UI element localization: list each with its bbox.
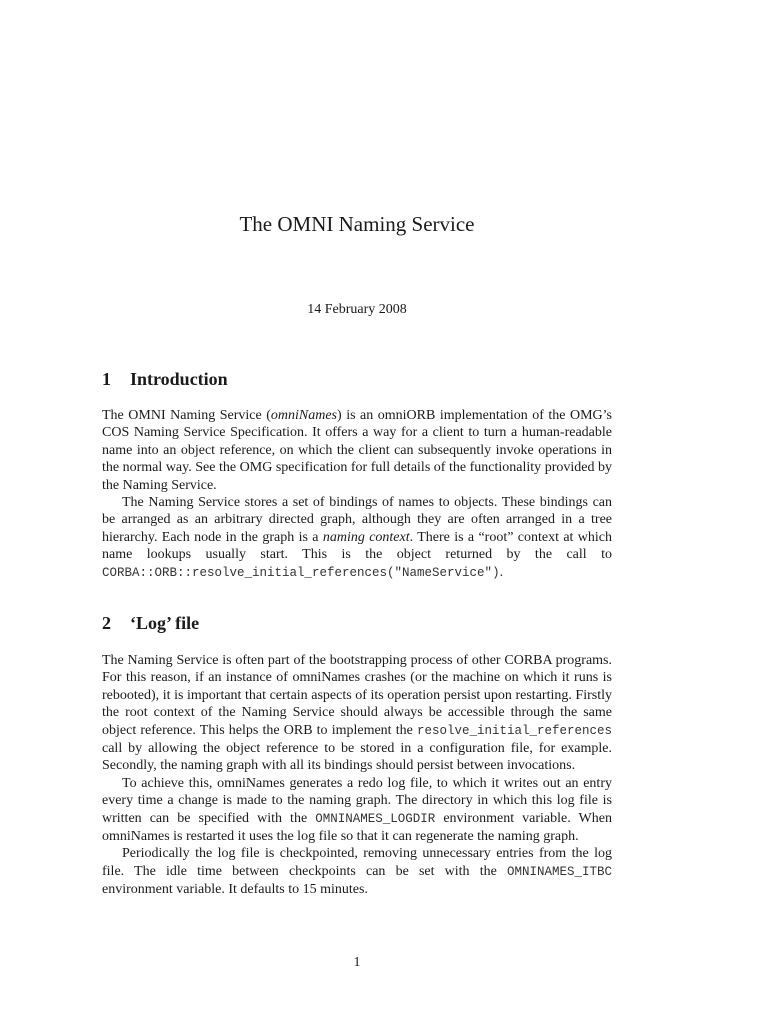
inline-code: OMNINAMES_ITBC (506, 864, 612, 879)
section-log-file (102, 613, 612, 899)
section-title: ‘Log’ file (130, 613, 200, 633)
section-title: Introduction (130, 369, 228, 389)
section-heading (102, 613, 612, 637)
paragraph: The OMNI Naming Service (omniNames) is an omniORB implementation of the OMG’s COS Naming Service Specification. It offers a way for a client to turn a human-readable name into an object reference, on which the client can subsequently invoke operations in the normal way. See the OMG specification for full details of the functionality provided by the Naming Service. (102, 408, 613, 493)
section-number: 2 (102, 613, 111, 633)
paragraph: The Naming Service is often part of the bootstrapping process of other CORBA programs. For this reason, if an instance of omniNames crashes (or the machine on which it runs is rebooted), it is important that certain aspects of its operation persist upon restarting. Firstly the root context of the Naming Service should always be accessible through the same object reference. This helps the ORB to implement the resolve_initial_references call by allowing the object reference to be stored in a configuration file, for example. Secondly, the naming graph with all its bindings should persist between invocations. (102, 653, 612, 774)
inline-code: OMNINAMES_LOGDIR (315, 811, 436, 826)
inline-code: CORBA::ORB::resolve_initial_references("NameService") (102, 565, 500, 580)
section-number: 1 (102, 369, 111, 389)
section-introduction (102, 369, 612, 582)
document-date: 14 February 2008 (307, 302, 407, 317)
paragraph: Periodically the log file is checkpointed, removing unnecessary entries from the log file. The idle time between checkpoints can be set with the OMNINAMES_ITBC environment variable. It defaults to 15 minutes. (102, 846, 612, 898)
inline-code: resolve_initial_references (416, 723, 612, 738)
page-number: 1 (353, 955, 361, 970)
paragraph: To achieve this, omniNames generates a redo log file, to which it writes out an entry every time a change is made to the naming graph. The directory in which this log file is written can be specified with the OMNINAMES_LOGDIR environment variable. When omniNames is restarted it uses the log file so that it can regenerate the naming graph. (102, 775, 612, 845)
section-heading (102, 369, 612, 393)
paragraph: The Naming Service stores a set of bindings of names to objects. These bindings can be arranged as an arbitrary directed graph, although they are often arranged in a tree hierarchy. Each node in the graph is a naming context. There is a “root” context at which name lookups usually start. This is the object returned by the call to CORBA::ORB::resolve_initial_references("NameService"). (102, 495, 613, 580)
document-title: The OMNI Naming Service (239, 212, 475, 236)
